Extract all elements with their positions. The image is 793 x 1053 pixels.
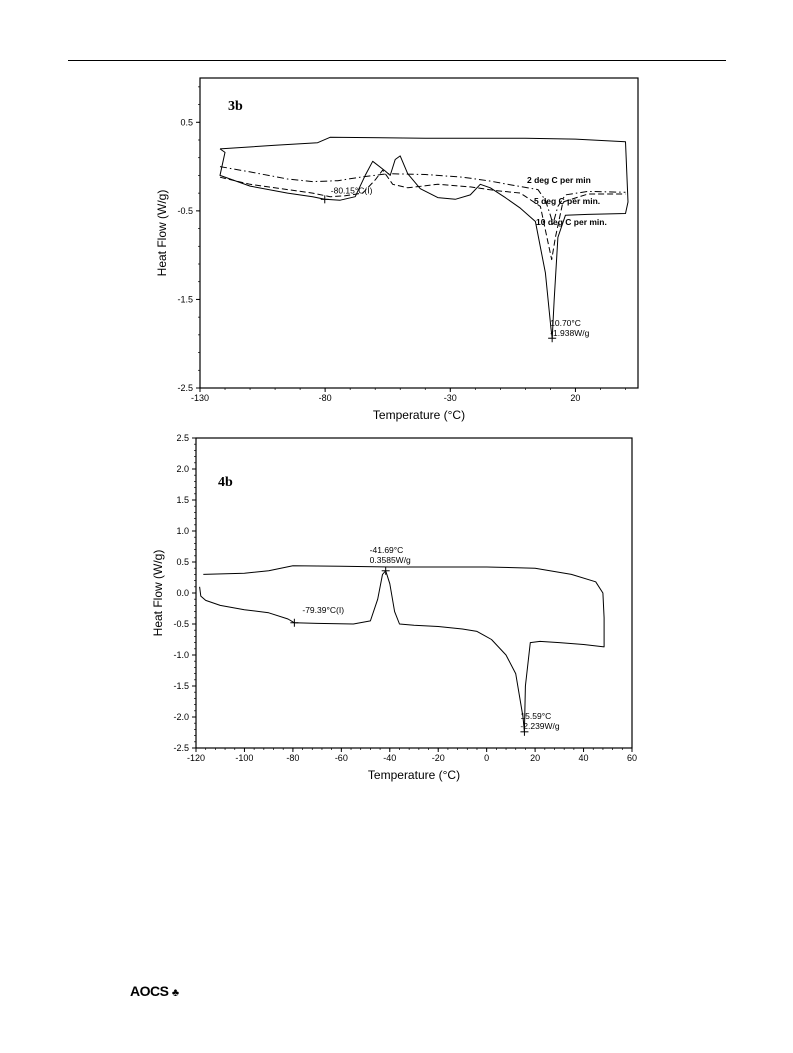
x-tick-label: 20: [570, 393, 581, 403]
data-annotation: 15.59°C: [520, 710, 552, 721]
y-tick-label: 2.5: [176, 433, 189, 443]
x-tick-label: -20: [431, 753, 445, 763]
x-tick-label: -80: [318, 393, 332, 403]
data-annotation: -2.239W/g: [520, 720, 560, 731]
y-tick-label: 1.5: [176, 495, 189, 505]
y-tick-label: -1.5: [177, 294, 193, 305]
data-annotation: 0.3585W/g: [369, 554, 411, 565]
y-tick-label: -1.5: [173, 681, 189, 691]
data-annotation: -1.938W/g: [550, 328, 590, 339]
x-axis-title: Temperature (°C): [372, 408, 466, 422]
data-annotation: 10.70°C: [550, 318, 581, 329]
x-tick-label: 0: [484, 753, 490, 763]
y-tick-label: -2.5: [177, 383, 193, 393]
y-tick-label: -2.0: [173, 712, 189, 722]
aocs-logo: [130, 983, 179, 999]
panel-label: 4b: [218, 475, 233, 490]
y-tick-label: 0.5: [180, 117, 193, 128]
aocs-logo-mark-icon: ♣: [171, 987, 179, 999]
data-annotation: -79.39°C(I): [302, 604, 345, 615]
y-tick-label: -0.5: [173, 619, 189, 629]
y-axis-title: Heat Flow (W/g): [155, 189, 169, 277]
y-tick-label: -2.5: [173, 743, 189, 753]
y-tick-label: -0.5: [177, 205, 193, 216]
legend-entry: 10 deg C per min.: [536, 217, 607, 227]
data-annotation: -41.69°C: [369, 544, 404, 555]
aocs-logo-text: AOCS: [130, 983, 169, 999]
plot-frame-3b: [200, 78, 638, 388]
legend-entry: 5 deg C per min.: [534, 196, 601, 206]
x-tick-label: -120: [186, 753, 206, 763]
x-tick-label: -80: [286, 753, 300, 763]
y-tick-label: 1.0: [176, 526, 189, 536]
y-tick-label: 0.0: [176, 588, 189, 598]
x-tick-label: 20: [530, 753, 541, 763]
x-tick-label: 40: [578, 753, 589, 763]
y-tick-label: 0.5: [176, 557, 189, 567]
x-tick-label: -130: [190, 393, 210, 403]
panel-label: 3b: [228, 99, 243, 114]
x-tick-label: -40: [383, 753, 397, 763]
data-annotation: -80.15°C(I): [330, 185, 373, 196]
plot-frame-4b: [196, 438, 632, 748]
y-tick-label: -1.0: [173, 650, 189, 660]
y-axis-title: Heat Flow (W/g): [151, 549, 165, 637]
x-tick-label: -30: [443, 393, 457, 403]
legend-entry: 2 deg C per min: [527, 175, 591, 185]
series-line-3: [220, 137, 628, 338]
y-tick-label: 2.0: [176, 464, 189, 474]
x-axis-title: Temperature (°C): [367, 768, 461, 782]
x-tick-label: 60: [626, 753, 638, 763]
x-tick-label: -60: [334, 753, 348, 763]
x-tick-label: -100: [235, 753, 254, 763]
series-line-1: [200, 566, 604, 732]
